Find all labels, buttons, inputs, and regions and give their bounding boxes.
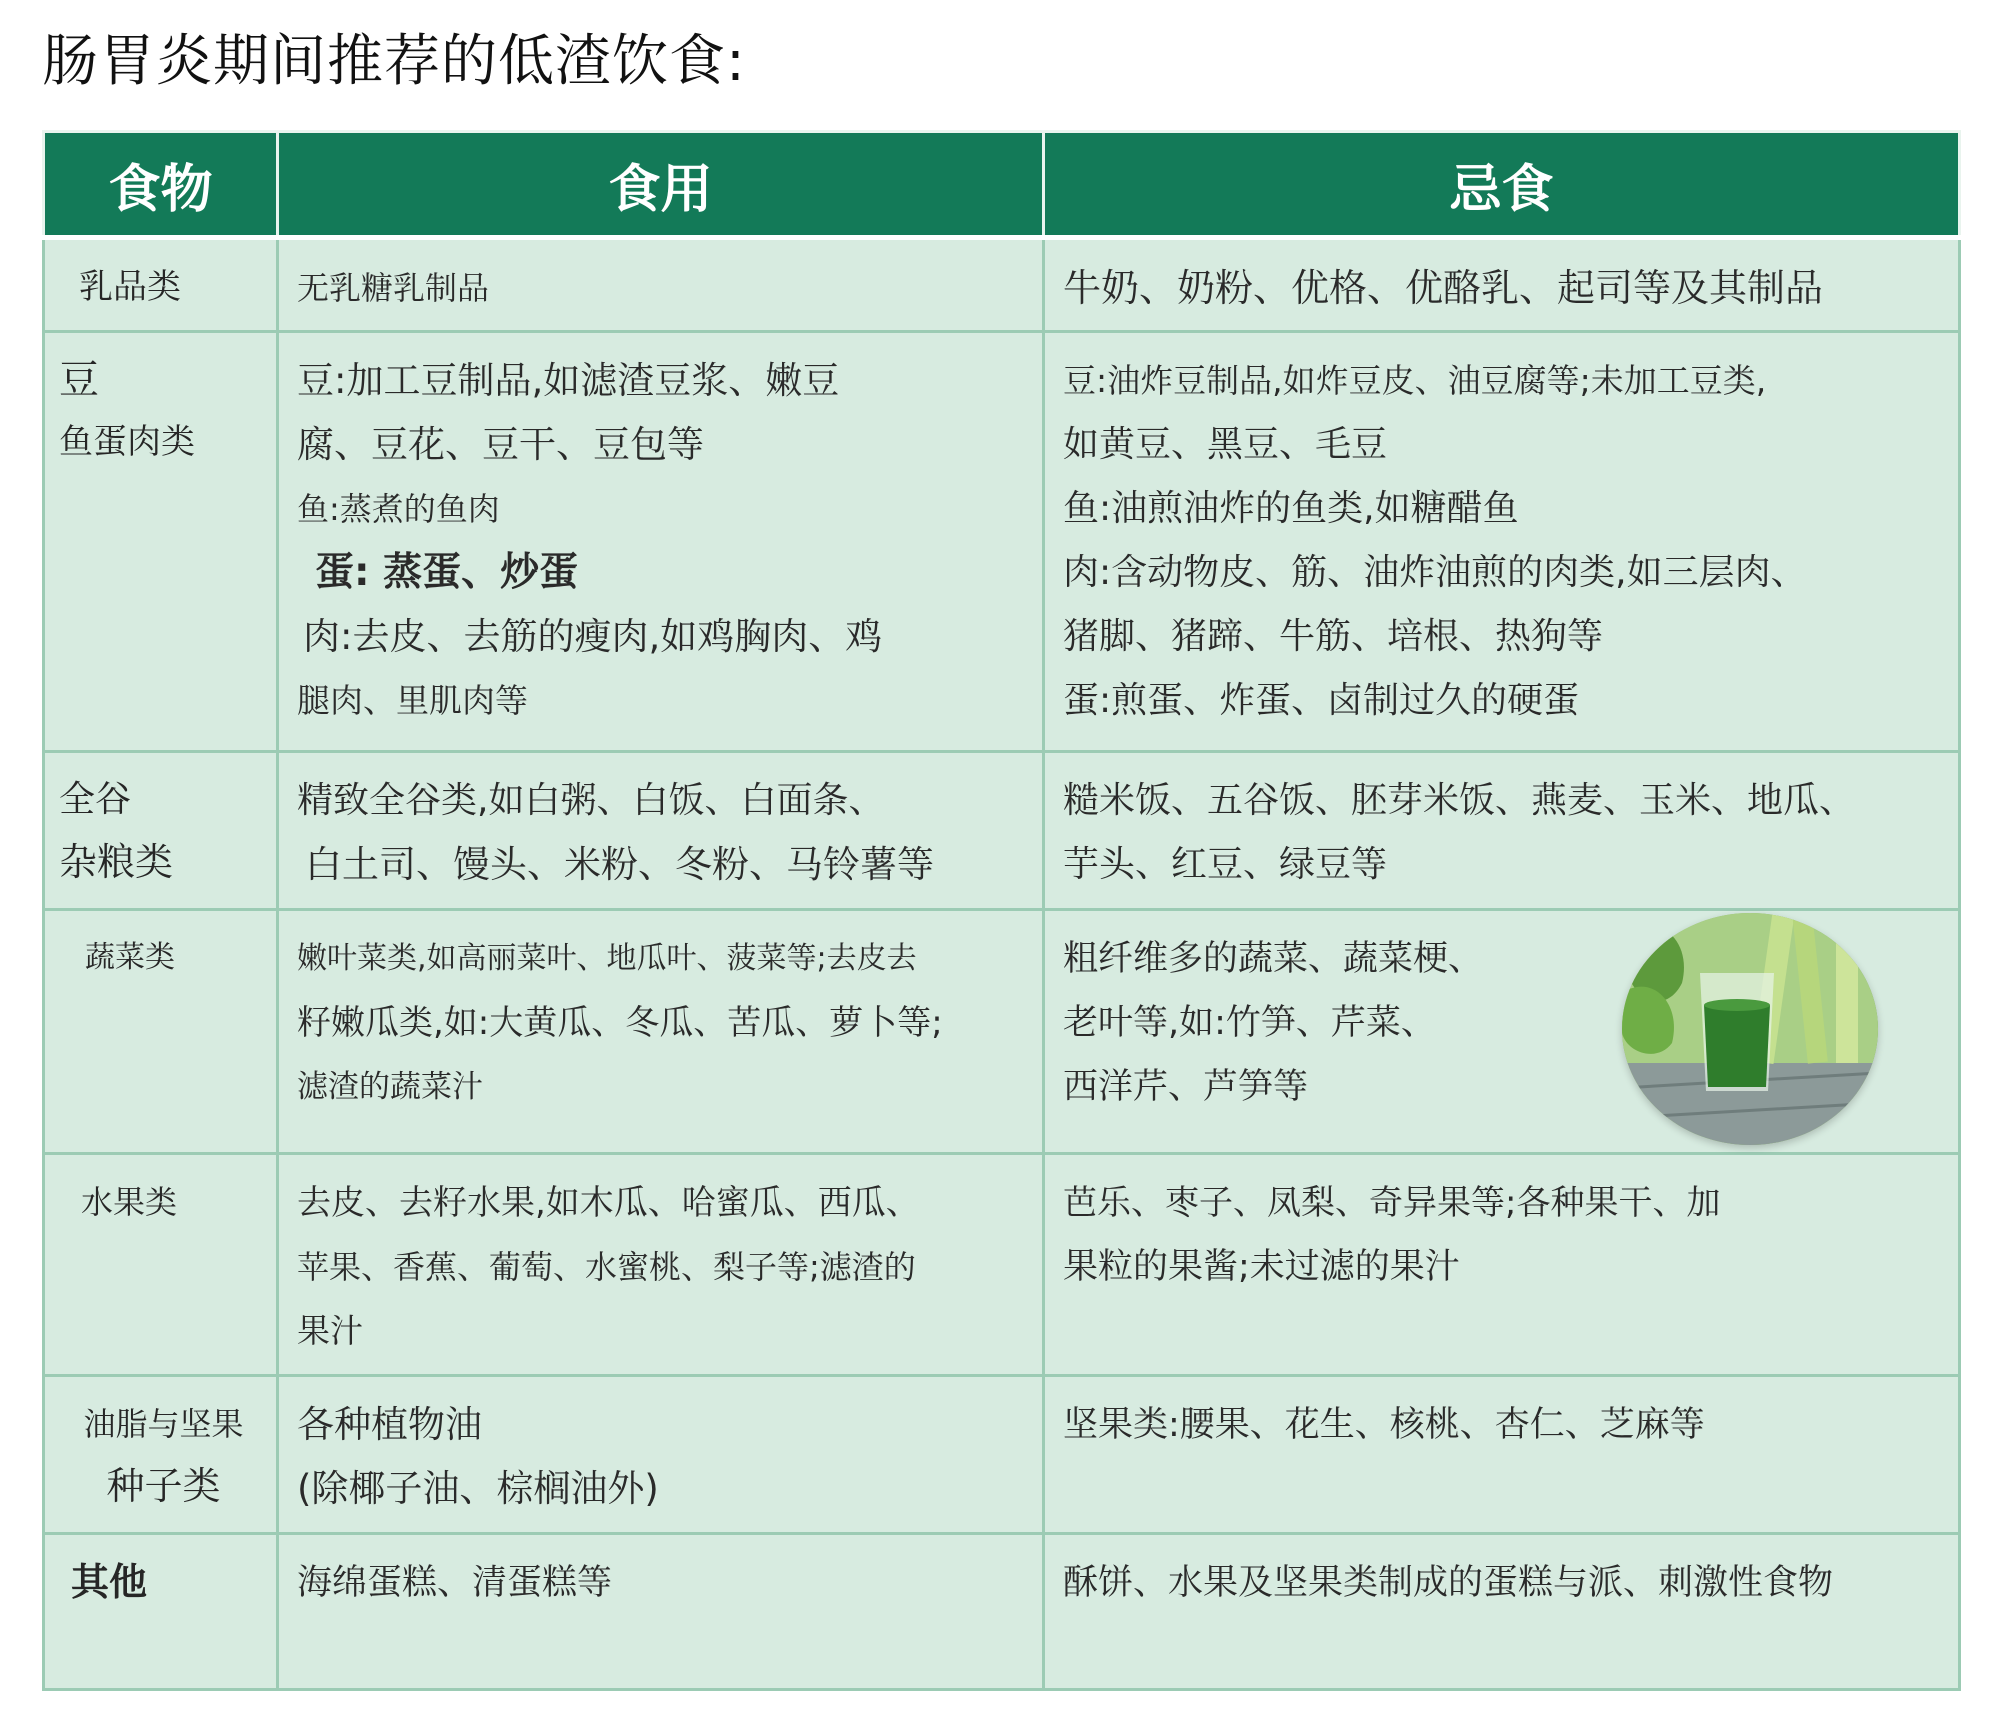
avoid-cell — [1044, 1534, 1960, 1690]
eat-text: 肉:去皮、去筋的瘦肉,如鸡胸肉、鸡 — [303, 615, 883, 658]
eat-cell — [278, 1534, 1044, 1690]
eat-text: (除椰子油、棕榈油外) — [297, 1467, 659, 1510]
avoid-text: 芭乐、枣子、凤梨、奇异果等;各种果干、加 — [1063, 1183, 1721, 1223]
category-label: 其他 — [71, 1560, 148, 1604]
avoid-cell — [1044, 752, 1960, 910]
avoid-cell — [1044, 910, 1960, 1154]
eat-cell — [278, 238, 1044, 332]
avoid-text: 如黄豆、黑豆、毛豆 — [1063, 424, 1388, 465]
category-label: 鱼蛋肉类 — [59, 422, 195, 462]
avoid-text: 豆:油炸豆制品,如炸豆皮、油豆腐等;未加工豆类, — [1063, 361, 1767, 400]
category-cell — [44, 1376, 278, 1534]
eat-text: 白土司、馒头、米粉、冬粉、马铃薯等 — [305, 843, 934, 886]
eat-text: 海绵蛋糕、清蛋糕等 — [297, 1563, 613, 1603]
eat-text: 鱼:蒸煮的鱼肉 — [297, 490, 500, 528]
eat-text: 籽嫩瓜类,如:大黄瓜、冬瓜、苦瓜、萝卜等; — [297, 1003, 943, 1043]
eat-text: 蛋: 蒸蛋、炒蛋 — [315, 550, 579, 595]
eat-text: 无乳糖乳制品 — [297, 269, 490, 307]
table-row — [44, 1376, 1960, 1534]
eat-cell — [278, 752, 1044, 910]
table-row — [44, 238, 1960, 332]
category-label: 种子类 — [106, 1464, 221, 1508]
eat-text: 豆:加工豆制品,如滤渣豆浆、嫩豆 — [297, 359, 840, 402]
eat-text: 腐、豆花、豆干、豆包等 — [297, 423, 704, 466]
avoid-text: 老叶等,如:竹笋、芹菜、 — [1063, 1003, 1436, 1043]
eat-text: 滤渣的蔬菜汁 — [297, 1069, 483, 1105]
category-label: 豆 — [59, 357, 99, 403]
avoid-text: 果粒的果酱;未过滤的果汁 — [1063, 1247, 1460, 1287]
avoid-cell — [1044, 1376, 1960, 1534]
category-cell — [44, 238, 278, 332]
category-label: 蔬菜类 — [85, 940, 175, 975]
avoid-text: 酥饼、水果及坚果类制成的蛋糕与派、刺激性食物 — [1063, 1563, 1834, 1603]
eat-text: 精致全谷类,如白粥、白饭、白面条、 — [297, 780, 885, 821]
eat-cell — [278, 1154, 1044, 1376]
header-eat: 食用 — [278, 132, 1044, 238]
table-row — [44, 1534, 1960, 1690]
eat-cell — [278, 332, 1044, 752]
category-cell — [44, 910, 278, 1154]
header-food: 食物 — [44, 132, 278, 238]
avoid-cell — [1044, 1154, 1960, 1376]
avoid-text: 牛奶、奶粉、优格、优酪乳、起司等及其制品 — [1063, 266, 1824, 310]
header-avoid: 忌食 — [1044, 132, 1960, 238]
avoid-cell — [1044, 332, 1960, 752]
category-cell — [44, 752, 278, 910]
eat-text: 腿肉、里肌肉等 — [297, 681, 528, 720]
category-cell — [44, 1534, 278, 1690]
category-label: 全谷 — [59, 779, 132, 820]
avoid-cell — [1044, 238, 1960, 332]
table-row — [44, 332, 1960, 752]
avoid-text: 粗纤维多的蔬菜、蔬菜梗、 — [1063, 939, 1484, 979]
eat-text: 苹果、香蕉、葡萄、水蜜桃、梨子等;滤渣的 — [297, 1248, 916, 1286]
category-cell — [44, 332, 278, 752]
eat-text: 嫩叶菜类,如高丽菜叶、地瓜叶、菠菜等;去皮去 — [297, 941, 917, 976]
category-label: 油脂与坚果 — [83, 1405, 244, 1443]
eat-text: 去皮、去籽水果,如木瓜、哈蜜瓜、西瓜、 — [297, 1183, 920, 1223]
avoid-text: 西洋芹、芦笋等 — [1063, 1067, 1309, 1107]
avoid-text: 蛋:煎蛋、炸蛋、卤制过久的硬蛋 — [1063, 680, 1580, 721]
table-row — [44, 752, 1960, 910]
category-cell — [44, 1154, 278, 1376]
eat-text: 各种植物油 — [297, 1403, 482, 1446]
avoid-text: 猪脚、猪蹄、牛筋、培根、热狗等 — [1063, 616, 1604, 657]
celery-juice-photo — [1622, 913, 1878, 1145]
category-label: 杂粮类 — [59, 840, 174, 884]
eat-cell — [278, 910, 1044, 1154]
table-header-row — [44, 132, 1960, 238]
low-residue-diet-table — [42, 130, 1961, 1691]
avoid-text: 坚果类:腰果、花生、核桃、杏仁、芝麻等 — [1063, 1405, 1705, 1445]
category-label: 水果类 — [81, 1183, 178, 1221]
eat-text: 果汁 — [297, 1311, 363, 1350]
table-row — [44, 910, 1960, 1154]
eat-cell — [278, 1376, 1044, 1534]
avoid-text: 鱼:油煎油炸的鱼类,如糖醋鱼 — [1063, 488, 1519, 529]
avoid-text: 糙米饭、五谷饭、胚芽米饭、燕麦、玉米、地瓜、 — [1063, 780, 1856, 821]
category-label: 乳品类 — [79, 267, 181, 307]
avoid-text: 芋头、红豆、绿豆等 — [1063, 844, 1388, 885]
page-title: 肠胃炎期间推荐的低渣饮食: — [42, 29, 746, 94]
avoid-text: 肉:含动物皮、筋、油炸油煎的肉类,如三层肉、 — [1063, 552, 1807, 593]
table-row — [44, 1154, 1960, 1376]
